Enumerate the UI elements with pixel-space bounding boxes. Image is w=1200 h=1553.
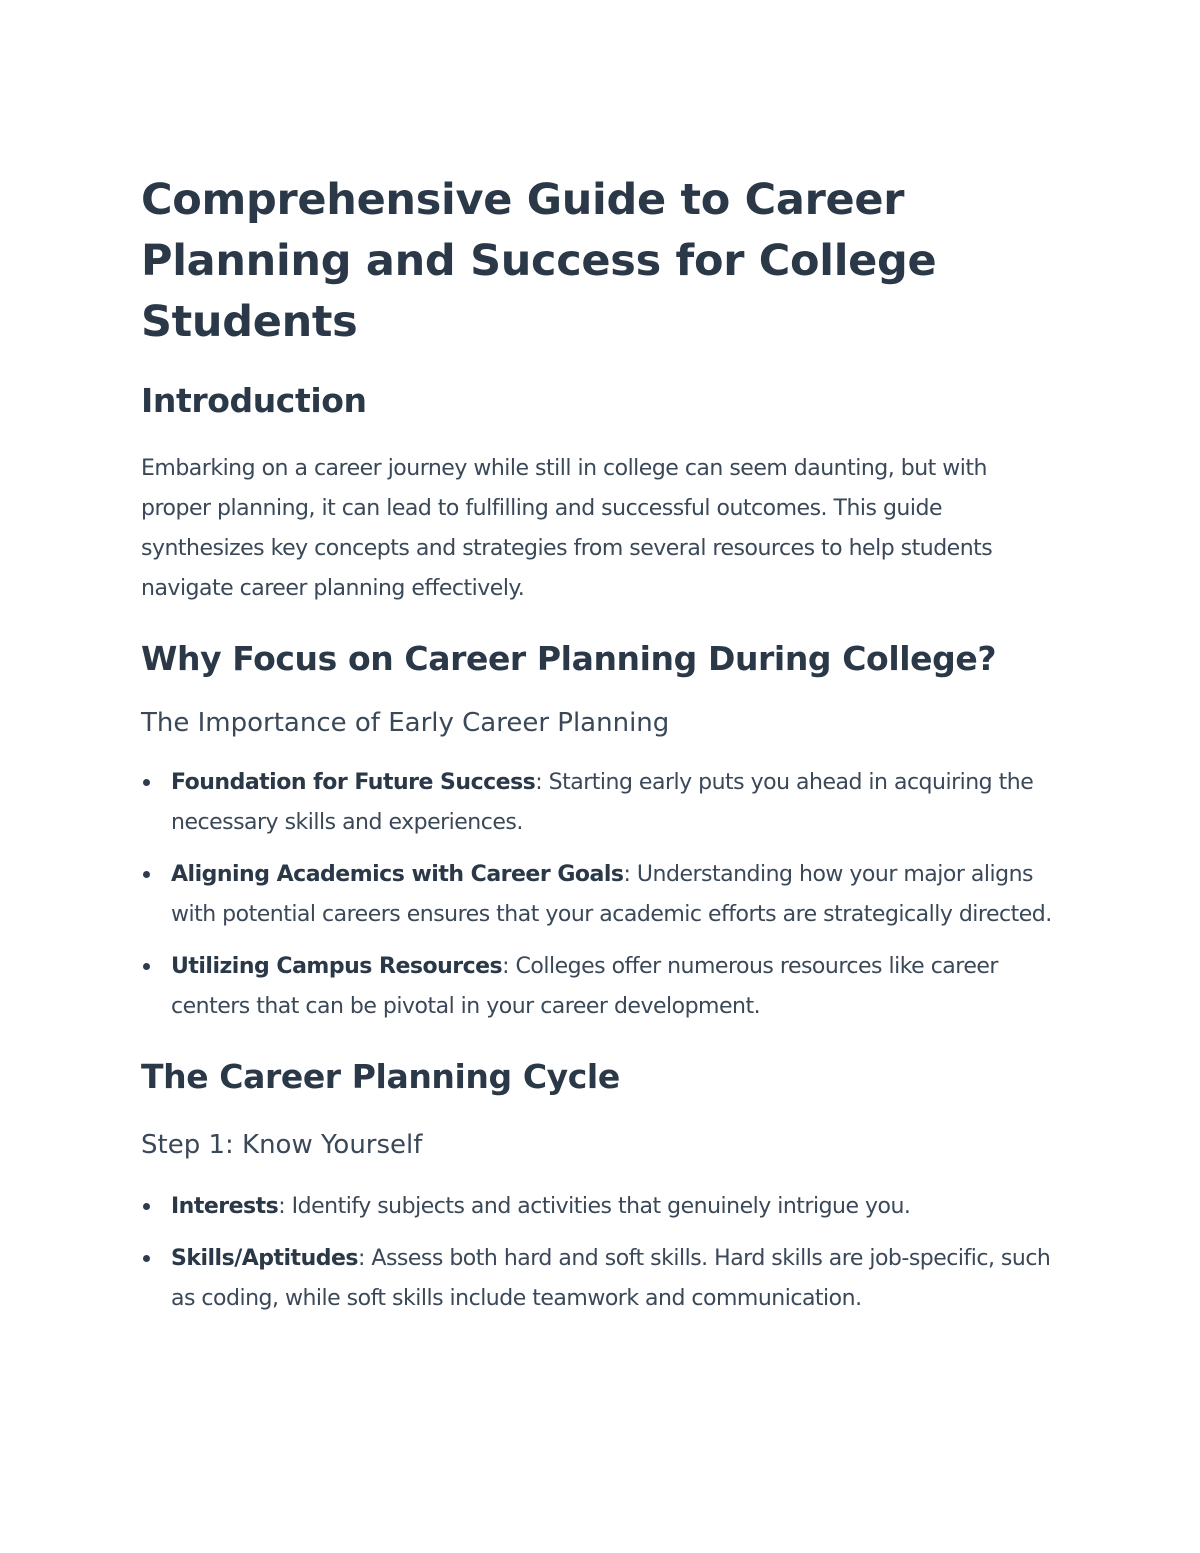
bullet-icon: [143, 963, 150, 970]
list-item: [141, 763, 1061, 843]
list-item: [141, 855, 1061, 935]
list-item-term: Interests: [171, 1194, 279, 1219]
know-yourself-list: [141, 1187, 1061, 1319]
list-item: [141, 1239, 1061, 1319]
list-item-text: : Colleges offer numerous resources like career centers that can be pivotal in your career development.: [171, 954, 998, 1019]
list-item-text: : Assess both hard and soft skills. Hard skills are job-specific, such as coding, while soft skills include teamwork and communication.: [171, 1246, 1051, 1311]
list-item-text: : Identify subjects and activities that genuinely intrigue you.: [278, 1194, 911, 1219]
document-title: Comprehensive Guide to Career Planning and Success for College Students: [141, 175, 937, 347]
list-item: [141, 1187, 1061, 1227]
bullet-icon: [143, 779, 150, 786]
importance-list: [141, 763, 1061, 1027]
list-item-term: Aligning Academics with Career Goals: [171, 862, 624, 887]
bullet-icon: [143, 1203, 150, 1210]
introduction-paragraph: Embarking on a career journey while still in college can seem daunting, but with proper planning, it can lead to fulfilling and successful outcomes. This guide synthesizes key concepts and strategies from several resources to help students navigate career planning effectively.: [141, 456, 993, 601]
bullet-icon: [143, 871, 150, 878]
step1-subheading: Step 1: Know Yourself: [141, 1130, 423, 1160]
list-item-term: Foundation for Future Success: [171, 770, 536, 795]
document-page: [141, 170, 1061, 1319]
introduction-heading: Introduction: [141, 381, 367, 420]
career-cycle-heading: The Career Planning Cycle: [141, 1057, 620, 1096]
list-item-term: Utilizing Campus Resources: [171, 954, 503, 979]
bullet-icon: [143, 1255, 150, 1262]
list-item-text: : Understanding how your major aligns with potential careers ensures that your academic efforts are strategically directed.: [171, 862, 1052, 927]
list-item-text: : Starting early puts you ahead in acquiring the necessary skills and experiences.: [171, 770, 1034, 835]
list-item-term: Skills/Aptitudes: [171, 1246, 359, 1271]
list-item: [141, 947, 1061, 1027]
importance-subheading: The Importance of Early Career Planning: [141, 708, 670, 738]
why-focus-heading: Why Focus on Career Planning During College?: [141, 639, 997, 678]
